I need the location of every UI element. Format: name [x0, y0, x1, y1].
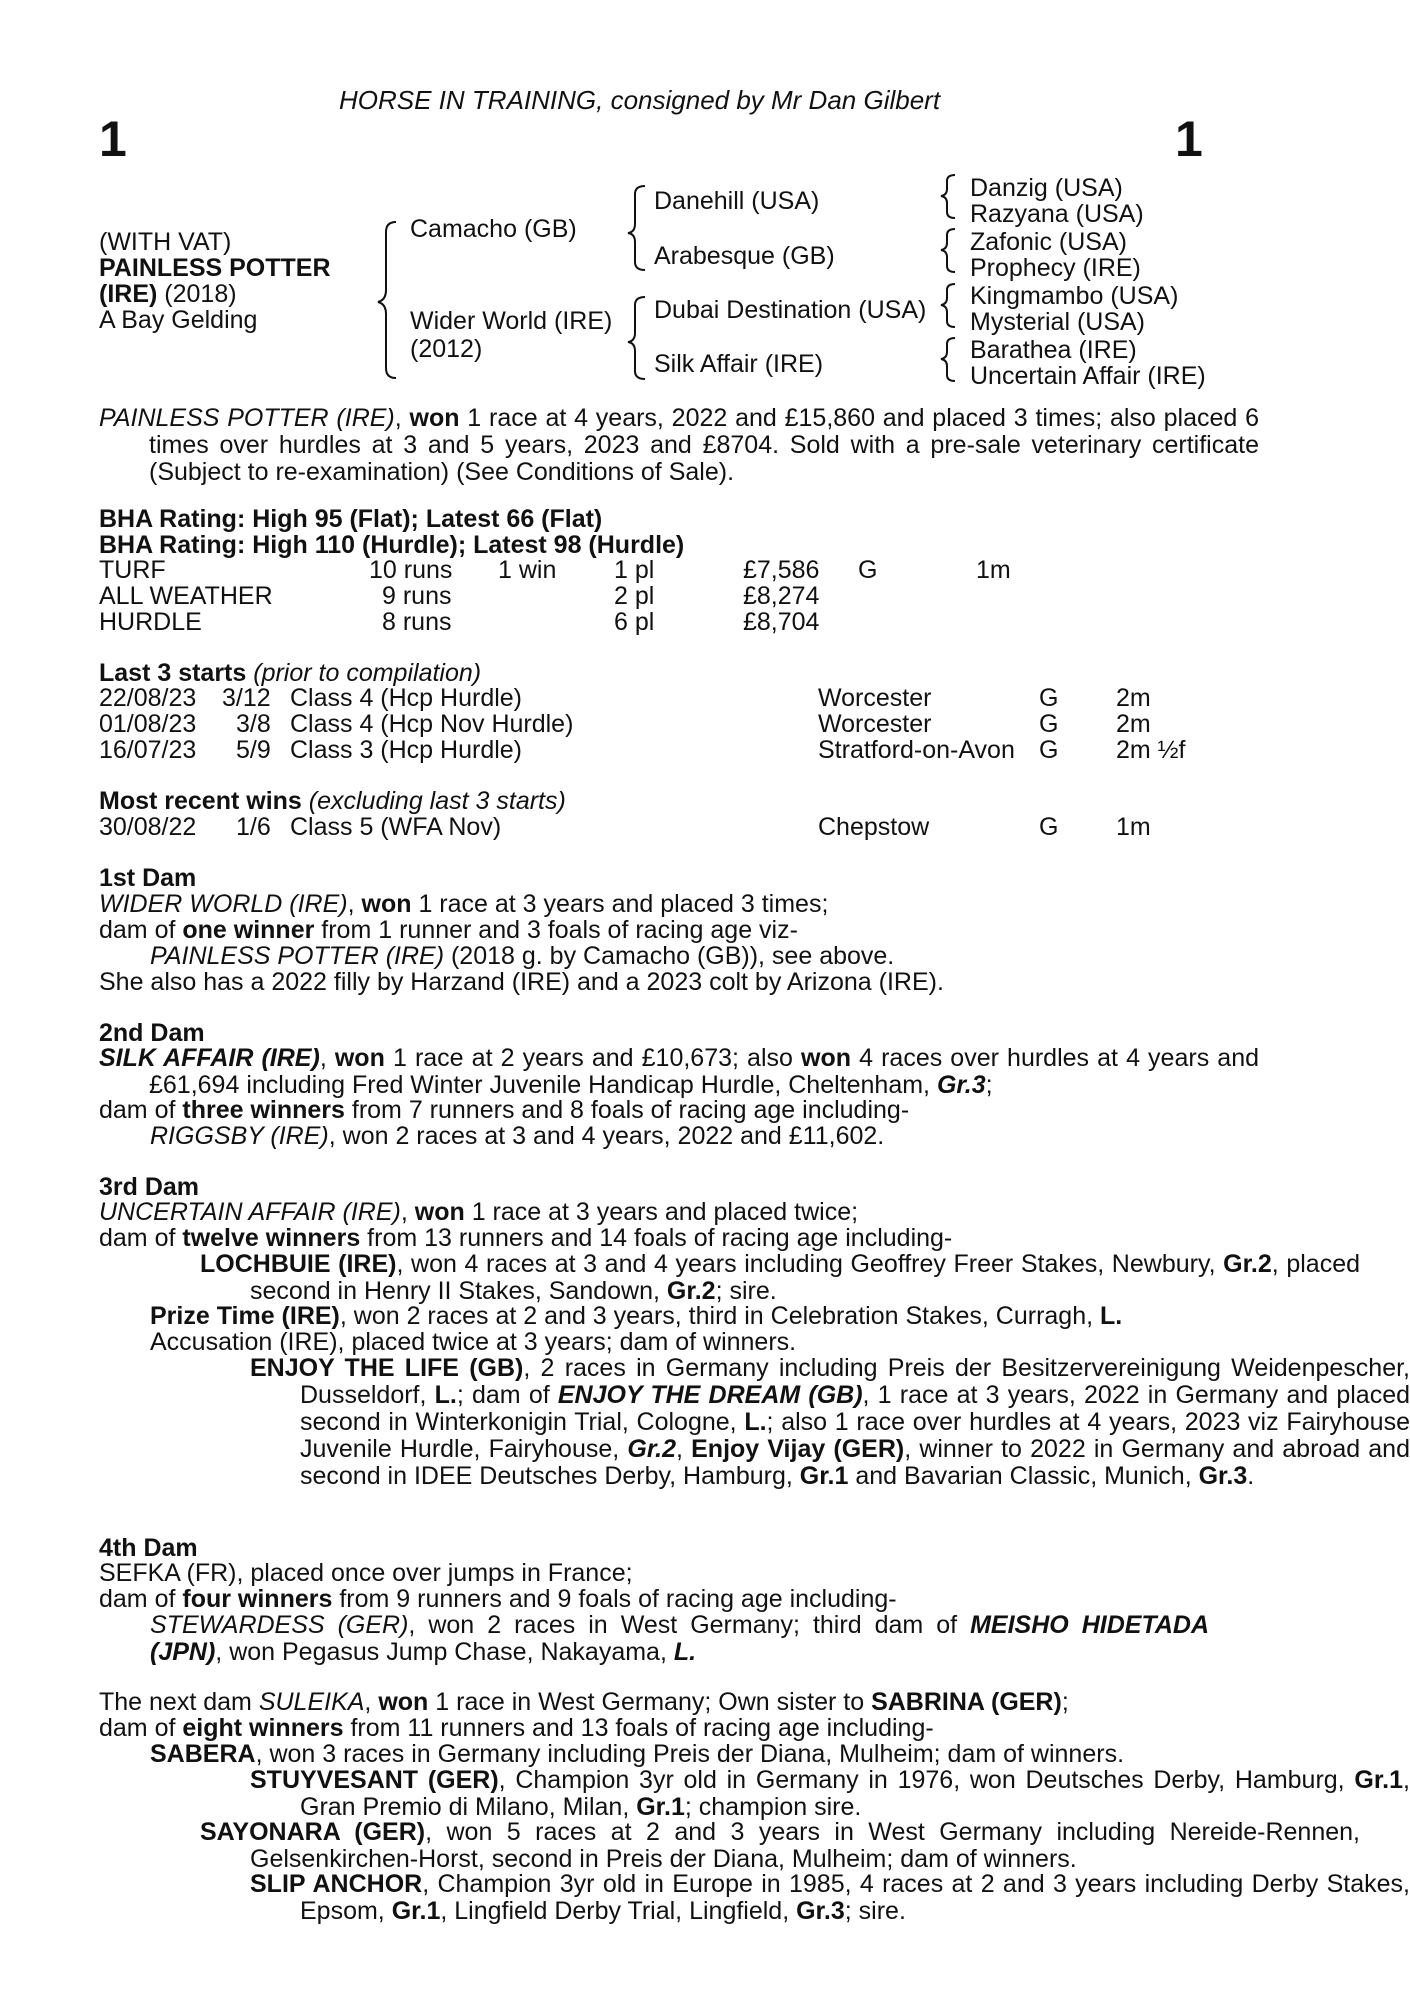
start-date: 01/08/23	[99, 710, 197, 738]
record-money: £8,274	[743, 582, 820, 610]
nextdam-foals: from 11 runners and 13 foals of racing age including-	[343, 1714, 934, 1742]
progeny-listed: L.	[1100, 1302, 1123, 1330]
dam1-progeny-text: (2018 g. by Camacho (GB)), see above.	[444, 942, 895, 970]
progeny-text: and Bavarian Classic, Munich,	[848, 1462, 1199, 1490]
dam3-progeny-1	[99, 1251, 1360, 1305]
pedigree-g1: Danzig (USA)	[970, 174, 1123, 202]
record-money: £7,586	[743, 556, 820, 584]
progeny-grade: Gr.1	[391, 1897, 441, 1925]
dam1-line1: WIDER WORLD (IRE), won 1 race at 3 years and placed 3 times;	[99, 890, 829, 918]
dam3-line2	[99, 1225, 952, 1252]
dam1-winners: one winner	[182, 916, 315, 944]
progeny-name: MEISHO HIDETADA (JPN)	[150, 1611, 1210, 1666]
progeny-listed: L.	[744, 1408, 767, 1436]
progeny-text: ; also 1 race over hurdles at 4 years, 2023 viz Fairyhouse Juvenile Hurdle, Fairyhouse,	[300, 1408, 1410, 1463]
progeny-name: ENJOY THE LIFE (GB)	[250, 1354, 524, 1382]
dam1-dam-of: dam of	[99, 916, 183, 944]
start-course: Worcester	[818, 710, 932, 738]
record-surface: ALL WEATHER	[99, 582, 273, 610]
brace-g3	[941, 284, 955, 327]
progeny-grade: Gr.1	[636, 1793, 685, 1821]
record-surface: HURDLE	[99, 608, 202, 636]
record-placed: 2 pl	[614, 582, 655, 610]
progeny-name: Enjoy Vijay (GER)	[691, 1435, 905, 1463]
progeny-name: STUYVESANT (GER)	[250, 1766, 499, 1794]
dam3-won: won	[414, 1198, 465, 1226]
horse-country: (IRE)	[99, 280, 158, 308]
start-race: Class 3 (Hcp Hurdle)	[290, 736, 523, 764]
nextdam-won: won	[378, 1688, 429, 1716]
nextdam-sister: SABRINA (GER)	[871, 1688, 1062, 1716]
dam1-line4: She also has a 2022 filly by Harzand (IRE) and a 2023 colt by Arizona (IRE).	[99, 968, 944, 996]
dam2-text-b: 4 races over hurdles at 4 years and £61,694 including Fred Winter Juvenile Handicap Hurdle, Cheltenham,	[149, 1044, 1259, 1099]
recent-wins-heading	[99, 788, 566, 815]
brace-dam	[628, 297, 645, 379]
dam2-won2: won	[801, 1044, 851, 1072]
record-surface: TURF	[99, 556, 166, 584]
nextdam-progeny-1	[150, 1741, 1124, 1768]
dam4-progeny-1	[99, 1612, 1209, 1666]
dam2-winners: three winners	[182, 1096, 345, 1124]
dam1-line3	[150, 943, 894, 970]
dam1-progeny-name: PAINLESS POTTER (IRE)	[150, 942, 445, 970]
dam1-heading: 1st Dam	[99, 864, 197, 892]
start-going: G	[1039, 710, 1059, 738]
progeny-text: .	[1247, 1462, 1255, 1490]
last3-title: Last 3 starts	[99, 659, 247, 687]
dam1-name: WIDER WORLD (IRE)	[99, 890, 348, 918]
page-header-title: HORSE IN TRAINING, consigned by Mr Dan Gilbert	[339, 85, 941, 115]
progeny-name: Prize Time (IRE)	[150, 1302, 340, 1330]
start-date: 22/08/23	[99, 684, 197, 712]
progeny-text: , Champion 3yr old in Europe in 1985, 4 races at 2 and 3 years including Derby Stakes, Epsom,	[300, 1870, 1410, 1925]
pedigree-sire-dam: Arabesque (GB)	[654, 242, 835, 270]
dam4-winners: four winners	[182, 1585, 333, 1613]
progeny-text: , placed second in Henry II Stakes, Sandown,	[250, 1250, 1361, 1305]
record-going: G	[858, 556, 878, 584]
start-going: G	[1039, 684, 1059, 712]
progeny-text: , won 3 races in Germany including Preis der Diana, Mulheim; dam of winners.	[255, 1740, 1125, 1768]
pedigree-g6: Mysterial (USA)	[970, 308, 1146, 336]
progeny-grade: Gr.1	[1354, 1766, 1404, 1794]
dam4-line2	[99, 1586, 897, 1613]
pedigree-dam-sire: Dubai Destination (USA)	[654, 296, 927, 324]
record-runs: 10 runs	[369, 556, 453, 584]
dam2-line3	[150, 1123, 884, 1150]
win-race: Class 5 (WFA Nov)	[290, 813, 502, 841]
record-wins: 1 win	[498, 556, 557, 584]
last3-note: (prior to compilation)	[246, 659, 482, 687]
brace-g4	[941, 338, 955, 381]
dam1-foals: from 1 runner and 3 foals of racing age viz-	[314, 916, 798, 944]
summary-horse-name: PAINLESS POTTER (IRE)	[99, 404, 395, 432]
pedigree-g8: Uncertain Affair (IRE)	[970, 362, 1206, 390]
nextdam-progeny-2	[99, 1767, 1410, 1821]
dam2-progeny-text: , won 2 races at 3 and 4 years, 2022 and £11,602.	[328, 1122, 885, 1150]
win-going: G	[1039, 813, 1059, 841]
progeny-text: , Lingfield Derby Trial, Lingfield,	[440, 1897, 797, 1925]
dam3-heading: 3rd Dam	[99, 1173, 200, 1201]
progeny-text: ,	[676, 1435, 692, 1463]
brace-g2	[941, 229, 955, 272]
pedigree-dam-dam: Silk Affair (IRE)	[654, 350, 824, 378]
win-position: 1/6	[236, 813, 271, 841]
dam3-line1	[99, 1199, 858, 1226]
start-distance: 2m ½f	[1116, 736, 1186, 764]
nextdam-line2	[99, 1715, 934, 1742]
dam2-heading: 2nd Dam	[99, 1019, 205, 1047]
race-summary: PAINLESS POTTER (IRE), won 1 race at 4 years, 2022 and £15,860 and placed 3 times; also placed 6 times over hurdles at 3 and 5 years, 2023 and £8704. Sold with a pre-sale veterinary certificate (Subject to re-examination) (See Conditions of Sale).	[99, 404, 1259, 486]
progeny-name: LOCHBUIE (IRE)	[200, 1250, 397, 1278]
last3-heading	[99, 660, 481, 687]
brace-g1	[941, 175, 955, 218]
pedigree-dam: Wider World (IRE)	[410, 307, 613, 335]
dam3-foals: from 13 runners and 14 foals of racing age including-	[360, 1224, 953, 1252]
nextdam-progeny-4	[99, 1871, 1410, 1925]
recent-wins-note: (excluding last 3 starts)	[301, 787, 566, 815]
progeny-text: , 2 races in Germany including Preis der Besitzervereinigung Weidenpescher, Dusseldorf,	[300, 1354, 1410, 1409]
start-course: Worcester	[818, 684, 932, 712]
horse-name: PAINLESS POTTER	[99, 254, 331, 282]
start-date: 16/07/23	[99, 736, 197, 764]
dam4-dam-of: dam of	[99, 1585, 183, 1613]
recent-wins-title: Most recent wins	[99, 787, 302, 815]
brace-main	[378, 222, 396, 378]
dam3-progeny-2	[150, 1303, 1122, 1330]
progeny-text: , won 2 races at 2 and 3 years, third in Celebration Stakes, Curragh,	[339, 1302, 1100, 1330]
progeny-text: ; sire.	[715, 1277, 777, 1305]
nextdam-text: 1 race in West Germany; Own sister to	[428, 1688, 872, 1716]
dam2-progeny-name: RIGGSBY (IRE)	[150, 1122, 329, 1150]
progeny-text: ; sire.	[844, 1897, 906, 1925]
horse-description: A Bay Gelding	[99, 306, 258, 334]
record-placed: 1 pl	[614, 556, 655, 584]
progeny-text: , won Pegasus Jump Chase, Nakayama,	[215, 1638, 674, 1666]
dam4-foals: from 9 runners and 9 foals of racing age including-	[332, 1585, 897, 1613]
progeny-name: SLIP ANCHOR	[250, 1870, 423, 1898]
pedigree-dam-year: (2012)	[410, 335, 483, 363]
progeny-grade: Gr.2	[666, 1277, 716, 1305]
nextdam-line1	[99, 1689, 1069, 1716]
nextdam-progeny-3	[99, 1819, 1360, 1873]
dam2-dam-of: dam of	[99, 1096, 183, 1124]
summary-text: 1 race at 4 years, 2022 and £15,860 and placed 3 times; also placed 6 times over hurdles at 3 and 5 years, 2023 and £8704. Sold with a pre-sale veterinary certificate (Subject to re-examination) (See Conditions of Sale).	[149, 404, 1259, 486]
record-placed: 6 pl	[614, 608, 655, 636]
dam3-progeny-4	[99, 1355, 1410, 1490]
start-going: G	[1039, 736, 1059, 764]
record-runs: 8 runs	[382, 608, 452, 636]
start-distance: 2m	[1116, 684, 1151, 712]
progeny-listed: L.	[434, 1381, 457, 1409]
brace-sire	[628, 186, 645, 270]
dam2-sep: ,	[319, 1044, 335, 1072]
dam2-line1	[99, 1045, 1259, 1099]
dam1-line2	[99, 917, 798, 944]
nextdam-sep: ,	[364, 1688, 379, 1716]
progeny-listed: L.	[673, 1638, 697, 1666]
win-date: 30/08/22	[99, 813, 197, 841]
dam4-line1: SEFKA (FR), placed once over jumps in France;	[99, 1559, 633, 1587]
progeny-text: , won 5 races at 2 and 3 years in West Germany including Nereide-Rennen, Gelsenkirchen-Horst, second in Preis der Diana, Mulheim; dam of winners.	[250, 1818, 1360, 1873]
dam2-name: SILK AFFAIR (IRE)	[99, 1044, 320, 1072]
dam3-progeny-3: Accusation (IRE), placed twice at 3 years; dam of winners.	[150, 1328, 797, 1356]
dam2-won: won	[334, 1044, 385, 1072]
progeny-text: , Champion 3yr old in Germany in 1976, won Deutsches Derby, Hamburg,	[498, 1766, 1355, 1794]
progeny-name: SAYONARA (GER)	[200, 1818, 426, 1846]
progeny-text: ; champion sire.	[684, 1793, 862, 1821]
rating-hurdle: BHA Rating: High 110 (Hurdle); Latest 98 (Hurdle)	[99, 531, 685, 559]
dam2-text-a: 1 race at 2 years and £10,673; also	[384, 1044, 801, 1072]
pedigree-g7: Barathea (IRE)	[970, 336, 1137, 364]
dam3-name: UNCERTAIN AFFAIR (IRE)	[99, 1198, 401, 1226]
start-distance: 2m	[1116, 710, 1151, 738]
progeny-grade: Gr.1	[799, 1462, 849, 1490]
pedigree-g5: Kingmambo (USA)	[970, 282, 1179, 310]
progeny-grade: Gr.3	[796, 1897, 845, 1925]
nextdam-text-end: ;	[1061, 1688, 1069, 1716]
progeny-grade: Gr.2	[627, 1435, 677, 1463]
pedigree-sire: Camacho (GB)	[410, 215, 577, 243]
rating-flat: BHA Rating: High 95 (Flat); Latest 66 (Flat)	[99, 505, 603, 533]
start-race: Class 4 (Hcp Hurdle)	[290, 684, 523, 712]
horse-year: (2018)	[164, 280, 237, 308]
dam3-record: 1 race at 3 years and placed twice;	[464, 1198, 859, 1226]
record-distance: 1m	[976, 556, 1011, 584]
progeny-grade: Gr.2	[1223, 1250, 1272, 1278]
nextdam-dam-of: dam of	[99, 1714, 183, 1742]
win-course: Chepstow	[818, 813, 930, 841]
dam2-line2	[99, 1097, 909, 1124]
pedigree-sire-sire: Danehill (USA)	[654, 187, 820, 215]
start-race: Class 4 (Hcp Nov Hurdle)	[290, 710, 574, 738]
dam1-record: 1 race at 3 years and placed 3 times;	[411, 890, 829, 918]
progeny-name: SABERA	[150, 1740, 256, 1768]
lot-number-right: 1	[1175, 111, 1203, 167]
pedigree-g3: Zafonic (USA)	[970, 228, 1127, 256]
vat-note: (WITH VAT)	[99, 228, 232, 256]
nextdam-name: SULEIKA	[258, 1688, 365, 1716]
progeny-text: , winner to 2022 in Germany and abroad and second in IDEE Deutsches Derby, Hamburg,	[300, 1435, 1410, 1490]
progeny-grade: Gr.3	[1198, 1462, 1248, 1490]
dam2-grade: Gr.3	[936, 1071, 986, 1099]
progeny-text: , won 4 races at 3 and 4 years including Geoffrey Freer Stakes, Newbury,	[396, 1250, 1224, 1278]
progeny-name: ENJOY THE DREAM (GB)	[557, 1381, 863, 1409]
progeny-text: , Gran Premio di Milano, Milan,	[300, 1766, 1410, 1821]
nextdam-intro: The next dam	[99, 1688, 259, 1716]
progeny-text: , 1 race at 3 years, 2022 in Germany and placed second in Winterkonigin Trial, Cologne,	[300, 1381, 1410, 1436]
start-position: 3/12	[222, 684, 271, 712]
dam4-heading: 4th Dam	[99, 1534, 198, 1562]
progeny-text: ; dam of	[456, 1381, 558, 1409]
start-course: Stratford-on-Avon	[818, 736, 1015, 764]
dam3-winners: twelve winners	[182, 1224, 361, 1252]
win-distance: 1m	[1116, 813, 1151, 841]
pedigree-g4: Prophecy (IRE)	[970, 254, 1141, 282]
dam1-won: won	[361, 890, 412, 918]
progeny-name: STEWARDESS (GER)	[150, 1611, 409, 1639]
dam2-text-c: ;	[985, 1071, 993, 1099]
dam3-sep: ,	[400, 1198, 415, 1226]
nextdam-winners: eight winners	[182, 1714, 344, 1742]
record-money: £8,704	[743, 608, 820, 636]
dam3-dam-of: dam of	[99, 1224, 183, 1252]
pedigree-g2: Razyana (USA)	[970, 200, 1144, 228]
start-position: 5/9	[236, 736, 271, 764]
lot-number-left: 1	[99, 111, 127, 167]
start-position: 3/8	[236, 710, 271, 738]
record-runs: 9 runs	[382, 582, 452, 610]
progeny-text: , won 2 races in West Germany; third dam of	[408, 1611, 971, 1639]
summary-won: won	[409, 404, 460, 432]
dam2-foals: from 7 runners and 8 foals of racing age including-	[344, 1096, 910, 1124]
